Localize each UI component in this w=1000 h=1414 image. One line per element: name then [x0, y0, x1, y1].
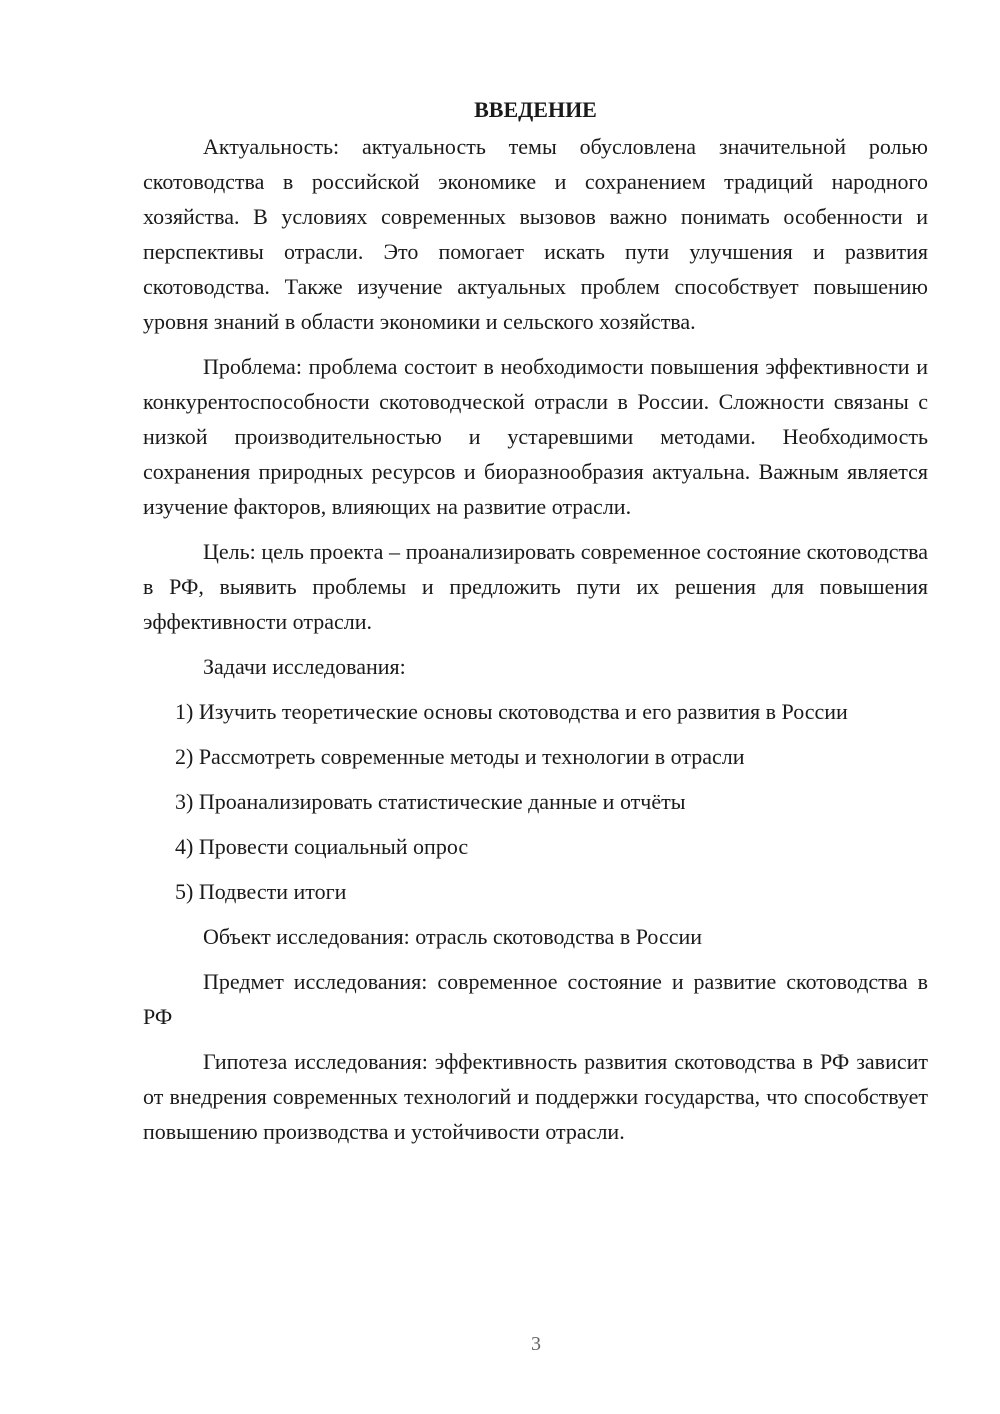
paragraph-subject: Предмет исследования: современное состояние и развитие скотоводства в РФ — [143, 969, 928, 1029]
paragraph-problem: Проблема: проблема состоит в необходимости повышения эффективности и конкурентоспособности скотоводческой отрасли в России. Сложности связаны с низкой производительностью и устаревшими методами. Необходимость сохранения природных ресурсов и биоразнообразия актуальна. Важным является изучение факторов, влияющих на развитие отрасли. — [143, 354, 928, 519]
section-title: ВВЕДЕНИЕ — [474, 97, 597, 122]
paragraph-tasks-heading: Задачи исследования: — [203, 654, 406, 679]
paragraph-goal: Цель: цель проекта – проанализировать современное состояние скотоводства в РФ, выявить проблемы и предложить пути их решения для повышения эффективности отрасли. — [143, 539, 928, 634]
paragraph-relevance: Актуальность: актуальность темы обусловлена значительной ролью скотоводства в российской экономике и сохранением традиций народного хозяйства. В условиях современных вызовов важно понимать особенности и перспективы отрасли. Это помогает искать пути улучшения и развития скотоводства. Также изучение актуальных проблем способствует повышению уровня знаний в области экономики и сельского хозяйства. — [143, 134, 928, 334]
task-item-3: 3) Проанализировать статистические данные и отчёты — [175, 789, 686, 814]
task-item-2: 2) Рассмотреть современные методы и технологии в отрасли — [175, 744, 745, 769]
task-item-1: 1) Изучить теоретические основы скотоводства и его развития в России — [175, 699, 848, 724]
paragraph-object: Объект исследования: отрасль скотоводства в России — [203, 924, 703, 949]
paragraph-hypothesis: Гипотеза исследования: эффективность развития скотоводства в РФ зависит от внедрения современных технологий и поддержки государства, что способствует повышению производства и устойчивости отрасли. — [143, 1049, 928, 1144]
task-item-5: 5) Подвести итоги — [175, 879, 347, 904]
page-number: 3 — [531, 1333, 541, 1355]
document-page — [143, 92, 928, 1159]
task-item-4: 4) Провести социальный опрос — [175, 834, 469, 859]
